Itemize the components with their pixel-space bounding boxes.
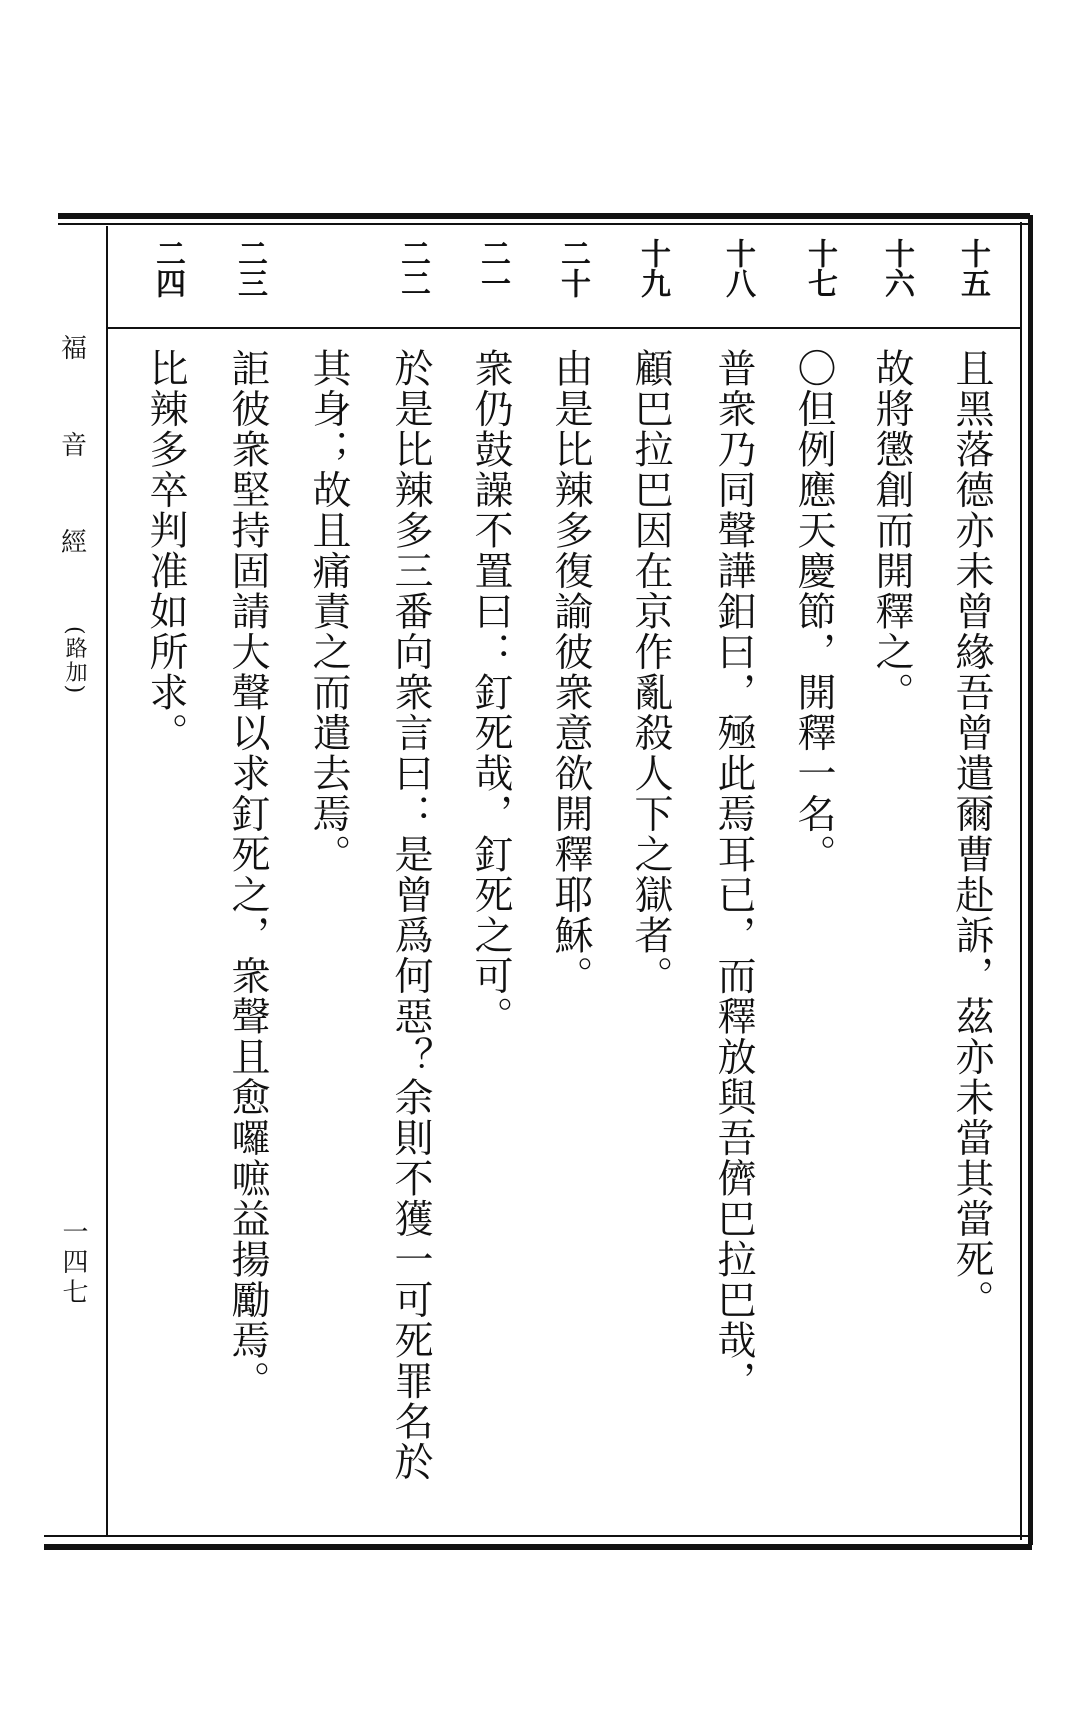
verse-number: 十五 bbox=[955, 238, 990, 298]
text-column-verse-16 bbox=[866, 348, 916, 1528]
running-title bbox=[58, 335, 90, 695]
frame-left-rule bbox=[106, 226, 108, 1536]
frame-bottom-rule bbox=[44, 1544, 1032, 1550]
text-column-verse-21 bbox=[465, 348, 515, 1528]
text-column-verse-24 bbox=[140, 348, 190, 1528]
verse-number-divider bbox=[108, 327, 1022, 329]
verse-text: 於是比辣多三番向衆言曰：是曾爲何惡？余則不獲一可死罪名於 bbox=[388, 348, 433, 1482]
verse-text: 其身；故且痛責之而遣去焉。 bbox=[306, 348, 351, 875]
frame-right-rule bbox=[1028, 215, 1033, 1545]
verse-number: 二四 bbox=[150, 238, 185, 298]
verse-number: 二三 bbox=[232, 238, 267, 298]
verse-text: 衆仍鼓譟不置曰：釘死哉，釘死之可。 bbox=[468, 348, 513, 1037]
text-column-verse-23 bbox=[222, 348, 272, 1528]
text-column-verse-17 bbox=[788, 348, 838, 1528]
book-title-char-3: 經 bbox=[60, 527, 87, 558]
verse-text: 〇但例應天慶節，開釋一名。 bbox=[791, 348, 836, 875]
verse-text: 由是比辣多復諭彼衆意欲開釋耶穌。 bbox=[548, 348, 593, 996]
verse-number: 二十 bbox=[555, 238, 590, 298]
verse-text: 且黑落德亦未曾緣吾曾遣爾曹赴訴，茲亦未當其當死。 bbox=[949, 348, 994, 1320]
text-column-verse-18 bbox=[708, 348, 758, 1528]
text-column-verse-22-cont bbox=[303, 348, 353, 1528]
verse-text: 故將懲創而開釋之。 bbox=[869, 348, 914, 713]
verse-text: 顧巴拉巴因在京作亂殺人下之獄者。 bbox=[628, 348, 673, 996]
verse-number: 二二 bbox=[395, 238, 430, 298]
frame-top-rule bbox=[58, 213, 1030, 219]
text-column-verse-20 bbox=[545, 348, 595, 1528]
frame-right-inner-rule bbox=[1020, 222, 1022, 1540]
book-title-char-2: 音 bbox=[60, 430, 87, 461]
verse-text: 比辣多卒判准如所求。 bbox=[143, 348, 188, 753]
verse-number: 十八 bbox=[720, 238, 755, 298]
verse-number: 二一 bbox=[475, 238, 510, 298]
verse-number: 十七 bbox=[802, 238, 837, 298]
text-column-verse-19 bbox=[625, 348, 675, 1528]
verse-number: 十六 bbox=[879, 238, 914, 298]
frame-top-inner-rule bbox=[58, 223, 1030, 225]
verse-number: 十九 bbox=[635, 238, 670, 298]
text-column-verse-15 bbox=[946, 348, 996, 1528]
frame-bottom-inner-rule bbox=[44, 1535, 1032, 1537]
page-number: 一四七 bbox=[58, 1218, 88, 1308]
verse-text: 詎彼衆堅持固請大聲以求釘死之，衆聲且愈囉嗻益揚勵焉。 bbox=[225, 348, 270, 1401]
book-subtitle: (路加) bbox=[62, 625, 88, 695]
book-title-char-1: 福 bbox=[60, 334, 87, 364]
text-column-verse-22 bbox=[385, 348, 435, 1528]
verse-text: 普衆乃同聲譁鈤曰，殛此焉耳已，而釋放與吾儕巴拉巴哉， bbox=[711, 348, 756, 1401]
